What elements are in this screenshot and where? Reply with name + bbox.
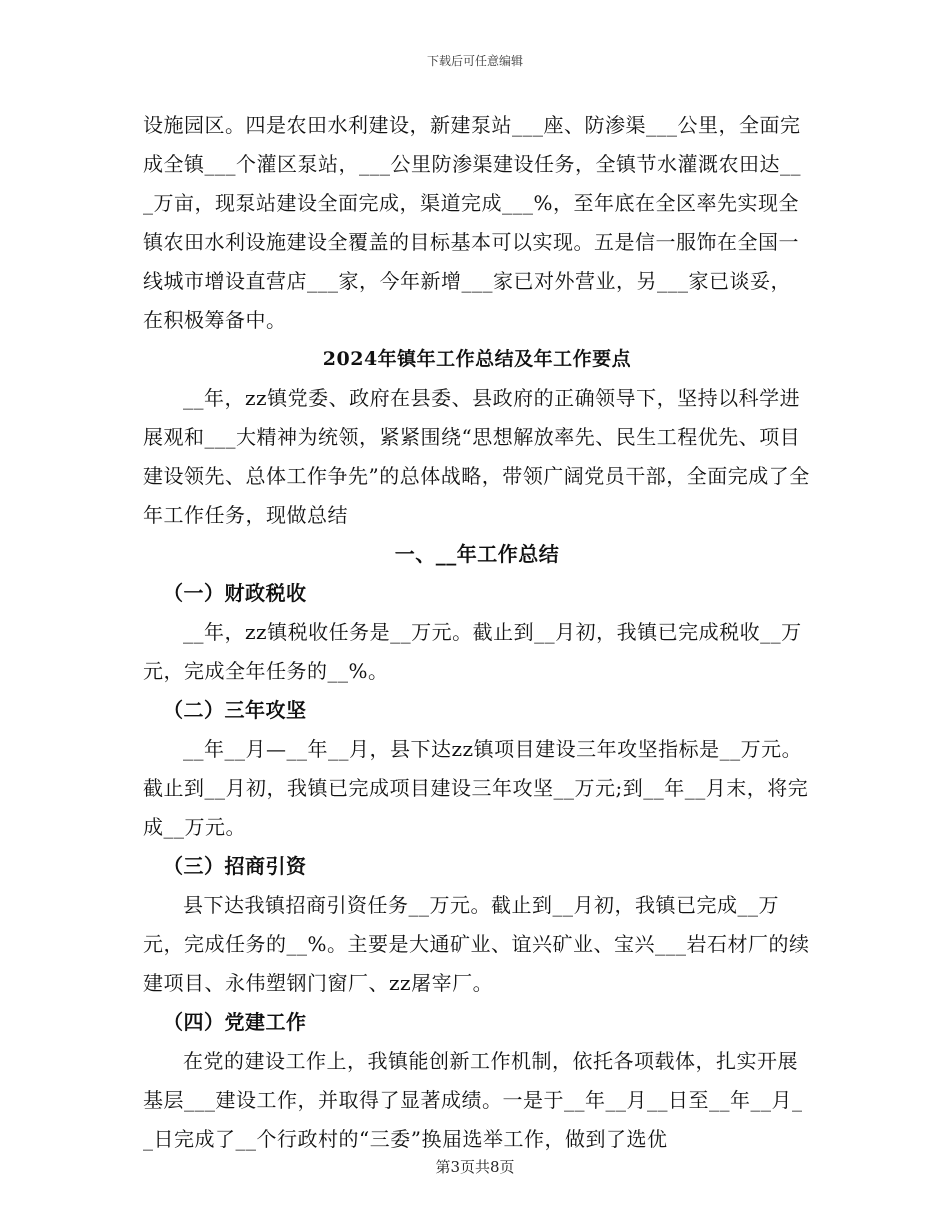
paragraph-party-building: 在党的建设工作上，我镇能创新工作机制，依托各项载体，扎实开展基层___建设工作，并取得了显著成绩。一是于__年__月__日至__年__月__日完成了__个行政村的“三委”换届选举工作，做到了选优 [143, 1049, 803, 1151]
subheading-finance-tax: （一）财政税收 [163, 581, 307, 605]
paragraph-continued: 设施园区。四是农田水利建设，新建泵站___座、防渗渠___公里，全面完成全镇___个灌区泵站，___公里防渗渠建设任务，全镇节水灌溉农田达___万亩，现泵站建设全面完成，渠道完成___%，至年底在全区率先实现全镇农田水利设施建设全覆盖的目标基本可以实现。五是信一服饰在全国一线城市增设直营店___家，今年新增___家已对外营业，另___家已谈妥，在积极筹备中。 [143, 113, 801, 332]
page-header: 下载后可任意编辑 [426, 54, 523, 68]
page-footer: 第3页共8页 [435, 1158, 515, 1176]
document-title: 2024年镇年工作总结及年工作要点 [322, 348, 632, 370]
paragraph-investment: 县下达我镇招商引资任务__万元。截止到__月初，我镇已完成__万元，完成任务的__%。主要是大通矿业、谊兴矿业、宝兴___岩石材厂的续建项目、永伟塑钢门窗厂、zz屠宰厂。 [143, 893, 810, 995]
subheading-party-building: （四）党建工作 [163, 1010, 307, 1034]
subheading-investment: （三）招商引资 [163, 854, 307, 878]
paragraph-finance-tax: __年，zz镇税收任务是__万元。截止到__月初，我镇已完成税收__万元，完成全年任务的__%。 [143, 620, 802, 683]
section-heading-summary: 一、__年工作总结 [394, 542, 560, 566]
document-body [143, 106, 811, 1159]
subheading-three-year: （二）三年攻坚 [163, 698, 307, 722]
paragraph-three-year: __年__月—__年__月，县下达zz镇项目建设三年攻坚指标是__万元。截止到__月初，我镇已完成项目建设三年攻坚__万元;到__年__月末，将完成__万元。 [143, 737, 809, 839]
paragraph-intro: __年，zz镇党委、政府在县委、县政府的正确领导下，坚持以科学进展观和___大精神为统领，紧紧围绕“思想解放率先、民生工程优先、项目建设领先、总体工作争先”的总体战略，带领广阔党员干部，全面完成了全年工作任务，现做总结 [143, 386, 810, 527]
